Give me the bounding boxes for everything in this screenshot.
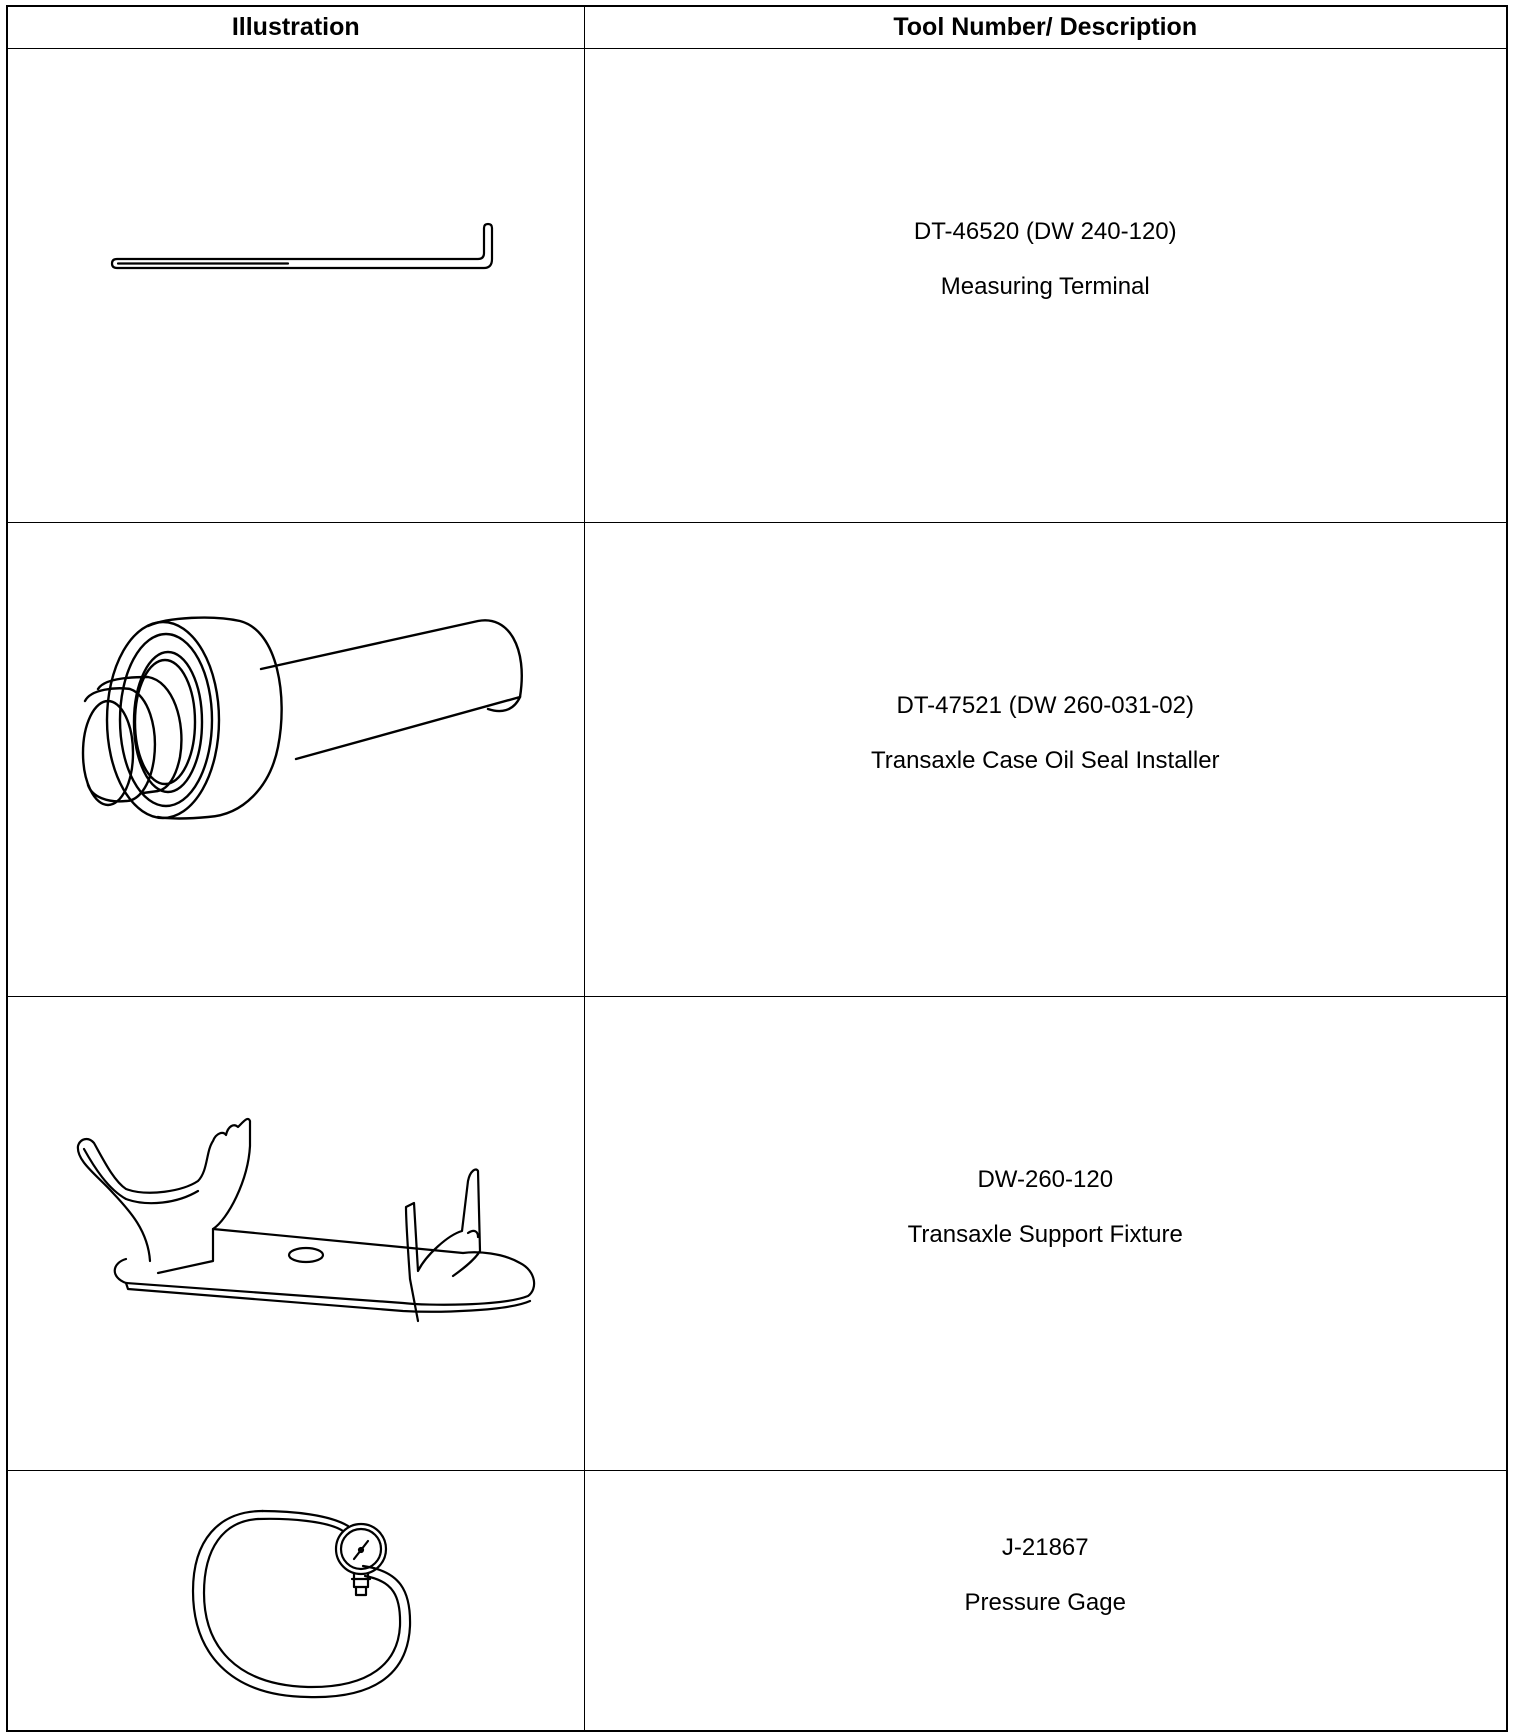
tool-description: Measuring Terminal bbox=[940, 273, 1150, 300]
tool-description: Transaxle Support Fixture bbox=[907, 1221, 1183, 1248]
table-row bbox=[7, 523, 1507, 997]
illustration-cell bbox=[7, 49, 584, 523]
header-illustration: Illustration bbox=[7, 6, 584, 49]
tool-description: Pressure Gage bbox=[964, 1589, 1126, 1616]
table-row bbox=[7, 49, 1507, 523]
table-row bbox=[7, 997, 1507, 1471]
description-cell bbox=[584, 1471, 1507, 1732]
tool-number: DW-260-120 bbox=[977, 1166, 1114, 1193]
illustration-cell bbox=[7, 523, 584, 997]
table-row bbox=[7, 1471, 1507, 1732]
special-tools-table bbox=[6, 5, 1508, 1732]
pressure-gage-icon bbox=[8, 1471, 585, 1730]
tool-description: Transaxle Case Oil Seal Installer bbox=[870, 747, 1220, 774]
illustration-cell bbox=[7, 1471, 584, 1732]
oil-seal-installer-icon bbox=[8, 497, 585, 970]
header-tool-description: Tool Number/ Description bbox=[584, 6, 1507, 49]
tool-number: DT-46520 (DW 240-120) bbox=[913, 218, 1177, 245]
description-cell bbox=[584, 49, 1507, 523]
tool-number: DT-47521 (DW 260-031-02) bbox=[896, 692, 1194, 719]
description-cell bbox=[584, 997, 1507, 1471]
support-fixture-icon bbox=[8, 971, 585, 1444]
illustration-cell bbox=[7, 997, 584, 1471]
tool-number: J-21867 bbox=[1001, 1534, 1089, 1561]
measuring-terminal-icon bbox=[8, 23, 585, 496]
description-cell bbox=[584, 523, 1507, 997]
